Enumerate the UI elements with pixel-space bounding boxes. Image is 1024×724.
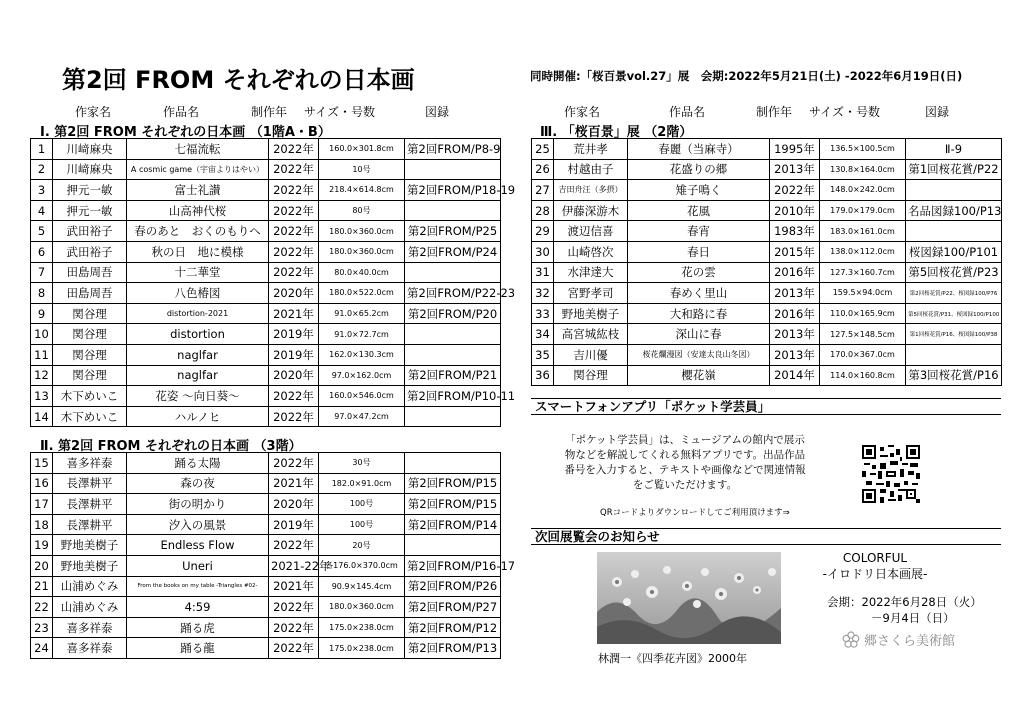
cell-artist: 水津達大 [554,262,628,283]
cell-artist: 長澤耕平 [53,514,127,535]
cell-artist: 押元一敏 [53,200,127,221]
cell-work: 春日 [628,241,770,262]
cell-no: 30 [532,241,554,262]
cell-year: 2019年 [269,324,319,345]
cell-artist: 関谷理 [53,344,127,365]
cell-size: 127.3×160.7cm [820,262,906,283]
cell-size: 218.4×614.8cm [319,180,405,201]
cell-no: 15 [31,453,53,474]
cell-artist: 武田裕子 [53,241,127,262]
cell-artist: 伊藤深游木 [554,200,628,221]
cell-year: 2022年 [269,597,319,618]
qr-download-note: QRコードよりダウンロードしてご利用頂けます⇒ [600,508,790,518]
cell-size: 各176.0×370.0cm [319,555,405,576]
table-row [532,200,1002,221]
section3-heading: Ⅲ. 「桜百景」展 （2階） [540,125,693,140]
cell-artist: 長澤耕平 [53,494,127,515]
cell-artist: 村越由子 [554,159,628,180]
cell-work: 秋の日 地に模様 [127,241,269,262]
cell-work: 櫻花嶺 [628,365,770,386]
cell-work: naglfar [127,344,269,365]
cell-work: 街の明かり [127,494,269,515]
cell-year: 2022年 [269,221,319,242]
cell-size: 180.0×360.0cm [319,241,405,262]
cell-no: 19 [31,535,53,556]
table-row [31,386,501,407]
cell-work: 森の夜 [127,473,269,494]
cell-year: 2013年 [770,324,820,345]
cell-size: 180.0×522.0cm [319,283,405,304]
cell-catalog [405,159,501,180]
section1-table [30,138,516,427]
table-row [31,344,501,365]
cell-catalog: 桜図録100/P101 [906,241,1002,262]
cell-year: 2022年 [269,535,319,556]
painting-caption: 林潤一《四季花卉図》2000年 [598,652,747,665]
cell-size: 80号 [319,200,405,221]
cell-work: 踊る虎 [127,617,269,638]
cell-artist: 武田裕子 [53,221,127,242]
table-row [31,303,501,324]
cell-no: 24 [31,638,53,659]
cell-catalog [405,262,501,283]
cell-year: 2019年 [269,514,319,535]
cell-work: 大和路に春 [628,303,770,324]
cell-artist: 荒井孝 [554,139,628,160]
cell-year: 2021年 [269,303,319,324]
table-row [31,200,501,221]
cell-catalog: 第2回桜花賞/P22、桜図録100/P76 [906,283,1002,304]
next-exhibition-title [800,550,950,582]
cell-no: 35 [532,344,554,365]
cell-year: 2019年 [269,344,319,365]
cell-work: 深山に春 [628,324,770,345]
cell-no: 8 [31,283,53,304]
cell-work: Uneri [127,555,269,576]
cell-year: 2022年 [269,406,319,427]
cell-work: 雉子鳴く [628,180,770,201]
header-year: 制作年 [756,105,793,119]
cell-no: 33 [532,303,554,324]
cell-year: 2022年 [269,241,319,262]
header-catalog: 図録 [925,105,950,119]
period-line1: 会期：2022年6月28日（火） [827,595,982,609]
cell-work: 春めく里山 [628,283,770,304]
next-exhibition-painting [597,552,781,644]
cell-year: 2022年 [269,638,319,659]
cell-size: 91.0×65.2cm [319,303,405,324]
table-row [532,139,1002,160]
cell-size: 160.0×301.8cm [319,139,405,160]
table-row [31,241,501,262]
cell-work: distortion [127,324,269,345]
cell-no: 4 [31,200,53,221]
table-row [532,303,1002,324]
cell-catalog: 第2回FROM/P10-11 [405,386,501,407]
cell-size: 100号 [319,494,405,515]
cell-catalog [906,221,1002,242]
cell-artist: 野地美樹子 [53,535,127,556]
cell-catalog [906,180,1002,201]
cell-artist: 田島周吾 [53,262,127,283]
next-exhibition-period [827,594,982,626]
cell-size: 179.0×179.0cm [820,200,906,221]
cell-year: 2013年 [770,159,820,180]
cell-year: 2022年 [269,617,319,638]
cell-catalog: 第2回FROM/P26 [405,576,501,597]
header-work: 作品名 [163,105,200,119]
next-title-en: COLORFUL [842,551,908,565]
table-row [31,159,501,180]
cell-year: 1983年 [770,221,820,242]
cell-no: 23 [31,617,53,638]
app-description: 「ポケット学芸員」は、ミュージアムの館内で展示物などを解説してくれる無料アプリです。出品作品番号を入力すると、テキストや画像などで関連情報をご覧いただけます。 [564,434,806,491]
table-row [532,283,1002,304]
cell-artist: 関谷理 [53,303,127,324]
table-row [532,221,1002,242]
header-size: サイズ・号数 [304,105,376,119]
section3-table [531,138,1002,386]
table-row [31,324,501,345]
table-row [31,576,501,597]
cell-no: 28 [532,200,554,221]
cell-year: 2022年 [269,453,319,474]
cell-size: 80.0×40.0cm [319,262,405,283]
cell-year: 2021-22年 [269,555,319,576]
museum-name: 郷さくら美術館 [864,634,956,649]
cell-work: 汐入の風景 [127,514,269,535]
cell-no: 6 [31,241,53,262]
cell-size: 180.0×360.0cm [319,221,405,242]
cell-size: 127.5×148.5cm [820,324,906,345]
cell-no: 25 [532,139,554,160]
cell-artist: 喜多祥泰 [53,617,127,638]
table-row [31,453,501,474]
page-title: 第2回 FROM それぞれの日本画 [62,66,415,94]
header-artist: 作家名 [75,105,112,119]
cell-catalog [405,324,501,345]
cell-size: 100号 [319,514,405,535]
cell-artist: 山浦めぐみ [53,597,127,618]
cell-artist: 川﨑麻央 [53,159,127,180]
next-title-jp: -イロドリ日本画展- [822,567,928,581]
cell-catalog: 第1回桜花賞/P22 [906,159,1002,180]
cell-year: 2014年 [770,365,820,386]
cell-catalog: Ⅱ-9 [906,139,1002,160]
table-row [31,262,501,283]
cell-size: 175.0×238.0cm [319,617,405,638]
cell-no: 17 [31,494,53,515]
cell-artist: 喜多祥泰 [53,453,127,474]
cell-artist: 関谷理 [53,324,127,345]
cell-catalog: 第3回桜花賞/P16 [906,365,1002,386]
cell-no: 31 [532,262,554,283]
cell-artist: 野地美樹子 [554,303,628,324]
table-row [31,406,501,427]
cell-no: 12 [31,365,53,386]
table-row [532,241,1002,262]
sakura-logo-icon [842,631,860,649]
table-row [31,473,501,494]
cell-no: 3 [31,180,53,201]
cell-no: 32 [532,283,554,304]
cell-size: 97.0×162.0cm [319,365,405,386]
cell-year: 2022年 [269,139,319,160]
cell-year: 2022年 [269,180,319,201]
cell-size: 148.0×242.0cm [820,180,906,201]
cell-size: 159.5×94.0cm [820,283,906,304]
cell-catalog: 第2回FROM/P24 [405,241,501,262]
cell-work: 花風 [628,200,770,221]
cell-size: 170.0×367.0cm [820,344,906,365]
cell-work: 春宵 [628,221,770,242]
cell-no: 29 [532,221,554,242]
cell-size: 162.0×130.3cm [319,344,405,365]
cell-year: 2013年 [770,283,820,304]
table-row [31,180,501,201]
cell-work: 十二華堂 [127,262,269,283]
table-row [31,283,501,304]
table-row [31,535,501,556]
cell-no: 9 [31,303,53,324]
cell-catalog: 第2回FROM/P16-17 [405,555,501,576]
cell-size: 114.0×160.8cm [820,365,906,386]
cell-year: 2022年 [269,386,319,407]
cell-year: 2022年 [269,262,319,283]
cell-year: 2020年 [269,494,319,515]
table-row [31,365,501,386]
cell-year: 2020年 [269,283,319,304]
cell-artist: 野地美樹子 [53,555,127,576]
cell-artist: 木下めいこ [53,386,127,407]
cell-catalog: 第2回FROM/P12 [405,617,501,638]
table-row [532,262,1002,283]
cell-year: 2021年 [269,576,319,597]
concurrent-exhibition-note: 同時開催:「桜百景vol.27」展 会期:2022年5月21日(土) -2022年6月19日(日) [530,69,963,83]
cell-artist: 関谷理 [53,365,127,386]
table-row [31,617,501,638]
cell-artist: 押元一敏 [53,180,127,201]
section1-heading: Ⅰ. 第2回 FROM それぞれの日本画 （1階A・B） [40,125,331,140]
cell-work: distortion-2021 [127,303,269,324]
header-artist: 作家名 [564,105,601,119]
qr-code-icon[interactable] [862,445,920,503]
cell-artist: 山浦めぐみ [53,576,127,597]
cell-work: From the books on my table -Triangles #02- [127,576,269,597]
cell-size: 10号 [319,159,405,180]
cell-work: 春のあと おくのもりへ [127,221,269,242]
app-section-heading: スマートフォンアプリ「ポケット学芸員」 [531,398,1001,415]
cell-work: 踊る龍 [127,638,269,659]
cell-year: 1995年 [770,139,820,160]
cell-size: 90.9×145.4cm [319,576,405,597]
cell-no: 27 [532,180,554,201]
cell-no: 34 [532,324,554,345]
cell-catalog: 第5回桜花賞/P23 [906,262,1002,283]
cell-work: 富士礼讃 [127,180,269,201]
section2-table [30,452,516,659]
cell-no: 36 [532,365,554,386]
cell-artist: 田島周吾 [53,283,127,304]
cell-catalog: 第2回FROM/P27 [405,597,501,618]
cell-no: 11 [31,344,53,365]
cell-catalog: 名品図録100/P13 [906,200,1002,221]
right-column-headers [512,103,1024,117]
cell-catalog [405,406,501,427]
cell-no: 7 [31,262,53,283]
header-work: 作品名 [669,105,706,119]
cell-size: 97.0×47.2cm [319,406,405,427]
cell-work: 踊る太陽 [127,453,269,474]
left-column-headers [0,103,512,117]
cell-no: 21 [31,576,53,597]
cell-no: 1 [31,139,53,160]
cell-year: 2022年 [770,180,820,201]
cell-work: ハルノヒ [127,406,269,427]
cell-work: 七福流転 [127,139,269,160]
cell-catalog: 第2回FROM/P15 [405,494,501,515]
cell-artist: 吉川優 [554,344,628,365]
cell-artist: 渡辺信喜 [554,221,628,242]
museum-logo [842,630,955,649]
header-year: 制作年 [251,105,288,119]
cell-no: 16 [31,473,53,494]
table-row [31,597,501,618]
cell-year: 2016年 [770,262,820,283]
cell-catalog: 第2回FROM/P15 [405,473,501,494]
cell-year: 2022年 [269,200,319,221]
cell-size: 183.0×161.0cm [820,221,906,242]
cell-work: 山高神代桜 [127,200,269,221]
cell-year: 2010年 [770,200,820,221]
table-row [532,180,1002,201]
cell-artist: 宮野孝司 [554,283,628,304]
cell-artist: 吉田舟汪（多摂） [554,180,628,201]
cell-no: 2 [31,159,53,180]
cell-catalog [405,200,501,221]
table-row [532,324,1002,345]
cell-artist: 山崎啓次 [554,241,628,262]
cell-catalog [405,535,501,556]
table-row [31,139,501,160]
cell-catalog: 第2回FROM/P22-23 [405,283,501,304]
cell-work: 花盛りの郷 [628,159,770,180]
table-row [31,555,501,576]
cell-no: 5 [31,221,53,242]
cell-size: 180.0×360.0cm [319,597,405,618]
header-size: サイズ・号数 [809,105,881,119]
cell-catalog: 第2回FROM/P14 [405,514,501,535]
cell-no: 13 [31,386,53,407]
cell-work: 4:59 [127,597,269,618]
cell-artist: 高宮城紘枝 [554,324,628,345]
cell-year: 2013年 [770,344,820,365]
cell-artist: 喜多祥泰 [53,638,127,659]
cell-no: 22 [31,597,53,618]
cell-artist: 長澤耕平 [53,473,127,494]
cell-catalog: 第2回FROM/P20 [405,303,501,324]
cell-year: 2022年 [269,159,319,180]
period-line2: －9月4日（日） [871,611,955,625]
cell-no: 14 [31,406,53,427]
cell-artist: 木下めいこ [53,406,127,427]
cell-work: 花の雲 [628,262,770,283]
cell-size: 20号 [319,535,405,556]
cell-work: Endless Flow [127,535,269,556]
cell-work: naglfar [127,365,269,386]
cell-work: A cosmic game（宇宙よりはやい） [127,159,269,180]
cell-catalog [405,344,501,365]
cell-year: 2015年 [770,241,820,262]
cell-catalog: 第2回FROM/P21 [405,365,501,386]
cell-no: 18 [31,514,53,535]
cell-size: 130.8×164.0cm [820,159,906,180]
cell-work: 花姿 ～向日葵～ [127,386,269,407]
cell-artist: 川﨑麻央 [53,139,127,160]
cell-no: 26 [532,159,554,180]
table-row [532,159,1002,180]
table-row [31,514,501,535]
cell-size: 160.0×546.0cm [319,386,405,407]
cell-catalog: 第2回FROM/P8-9 [405,139,501,160]
cell-catalog: 第5回桜花賞/P31、桜図録100/P100 [906,303,1002,324]
cell-catalog: 第2回FROM/P18-19 [405,180,501,201]
cell-artist: 関谷理 [554,365,628,386]
cell-year: 2021年 [269,473,319,494]
cell-work: 春麗（当麻寺） [628,139,770,160]
cell-size: 182.0×91.0cm [319,473,405,494]
cell-size: 110.0×165.9cm [820,303,906,324]
table-row [532,365,1002,386]
section2-heading: Ⅱ. 第2回 FROM それぞれの日本画 （3階） [40,439,302,454]
cell-catalog: 第2回FROM/P13 [405,638,501,659]
cell-size: 91.0×72.7cm [319,324,405,345]
cell-size: 136.5×100.5cm [820,139,906,160]
table-row [31,638,501,659]
table-row [532,344,1002,365]
cell-catalog [405,453,501,474]
cell-year: 2016年 [770,303,820,324]
cell-work: 桜花爛漫図（安達太良山冬図） [628,344,770,365]
table-row [31,221,501,242]
cell-no: 10 [31,324,53,345]
cell-catalog: 第2回FROM/P25 [405,221,501,242]
cell-size: 138.0×112.0cm [820,241,906,262]
cell-year: 2020年 [269,365,319,386]
cell-size: 30号 [319,453,405,474]
next-exhibition-heading: 次回展覧会のお知らせ [531,528,1001,545]
cell-size: 175.0×238.0cm [319,638,405,659]
header-catalog: 図録 [425,105,450,119]
cell-no: 20 [31,555,53,576]
cell-catalog [906,344,1002,365]
cell-catalog: 第1回桜花賞/P16、桜図録100/P38 [906,324,1002,345]
cell-work: 八色椿図 [127,283,269,304]
table-row [31,494,501,515]
